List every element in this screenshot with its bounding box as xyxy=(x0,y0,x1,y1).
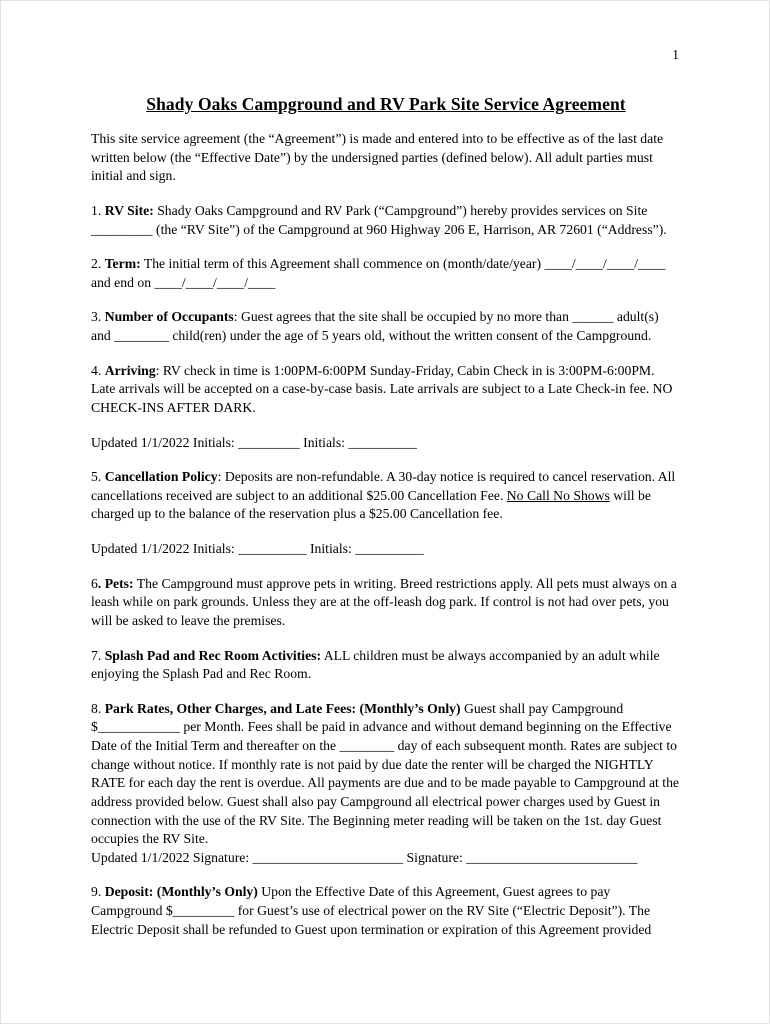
paragraph xyxy=(91,647,681,684)
text-run: 9. xyxy=(91,884,105,900)
document-content xyxy=(1,1,769,939)
bold-text: Cancellation Policy xyxy=(104,469,218,485)
text-run: will be charged up to the balance of the reservation plus a $25.00 Cancellation fee. xyxy=(91,487,651,522)
paragraph xyxy=(91,883,681,939)
text-run: 4. xyxy=(91,362,105,378)
paragraph xyxy=(91,255,681,292)
paragraph xyxy=(91,308,681,345)
paragraph xyxy=(91,202,681,239)
text-run: 5. xyxy=(91,469,105,485)
bold-text: Splash Pad and Rec Room Activities: xyxy=(104,647,322,663)
text-run: 6 xyxy=(91,575,98,591)
text-run: 3. xyxy=(91,309,105,325)
text-run: Upon the Effective Date of this Agreement, Guest agrees to pay Campground $_________ for Guest’s use of electrical power on the RV Site (“Electric Deposit”). The Electric Deposit shall be refunded to Guest upon termination or expiration of this Agreement provided xyxy=(91,884,652,937)
text-run: Updated 1/1/2022 Initials: _________ Initials: __________ xyxy=(91,434,417,450)
page-number: 1 xyxy=(672,47,679,62)
text-run: : Deposits are non-refundable. A 30-day notice is required to cancel reservation. All cancellations received are subject to an additional $25.00 Cancellation Fee. xyxy=(91,469,676,503)
paragraph xyxy=(91,700,681,868)
paragraph xyxy=(91,434,681,453)
text-run: : RV check in time is 1:00PM-6:00PM Sunday-Friday, Cabin Check in is 3:00PM-6:00PM. Late arrivals will be accepted on a case-by-case basis. Late arrivals are subject to a Late Check-in fee. NO CHECK-INS AFTER DARK. xyxy=(91,362,673,415)
bold-text: Park Rates, Other Charges, and Late Fees: (Monthly’s Only) xyxy=(104,700,461,716)
paragraph xyxy=(91,362,681,418)
text-run: 2. xyxy=(91,256,105,272)
bold-text: RV Site: xyxy=(104,202,154,218)
text-run: Updated 1/1/2022 Initials: __________ Initials: __________ xyxy=(91,541,424,556)
bold-text: Arriving xyxy=(104,362,156,378)
paragraph xyxy=(91,540,681,559)
text-run: 7. xyxy=(91,647,105,663)
paragraph xyxy=(91,468,681,524)
text-run: The initial term of this Agreement shall commence on (month/date/year) ____/____/____/____ and end on ____/____/____/____ xyxy=(91,256,666,290)
text-run: 1. xyxy=(91,202,105,218)
text-run: : Guest agrees that the site shall be occupied by no more than ______ adult(s) and ________ child(ren) under the age of 5 years old, without the written consent of the Campground. xyxy=(91,309,659,343)
underlined-text: No Call No Shows xyxy=(506,487,610,503)
text-run: Guest shall pay Campground $____________ per Month. Fees shall be paid in advance and without demand beginning on the Effective Date of the Initial Term and thereafter on the ________ day of each subsequent month. Rates are subject to change without notice. If monthly rate is not paid by due date the renter will be charged the NIGHTLY RATE for each day the rent is overdue. All payments are due and to be made payable to Campground at the address provided below. Guest shall also pay Campground all electrical power charges used by Guest in connection with the use of the RV Site. The Beginning meter reading will be taken on the 1st. day Guest occupies the RV Site. xyxy=(91,700,679,847)
paragraph xyxy=(91,575,681,631)
bold-text: . Pets: xyxy=(97,575,134,591)
bold-text: Term: xyxy=(104,256,141,272)
text-run: ALL children must be always accompanied by an adult while enjoying the Splash Pad and Rec Room. xyxy=(91,647,660,682)
document-body xyxy=(91,130,681,939)
text-run: Updated 1/1/2022 Signature: ______________________ Signature: _________________________ xyxy=(91,849,638,865)
text-run: The Campground must approve pets in writing. Breed restrictions apply. All pets must always on a leash while on park grounds. Unless they are at the off-leash dog park. If control is not had over pets, you will be asked to leave the premises. xyxy=(91,575,677,628)
text-run: This site service agreement (the “Agreement”) is made and entered into to be effective as of the last date written below (the “Effective Date”) by the undersigned parties (defined below). All adult parties must initial and sign. xyxy=(91,131,664,184)
text-run: 8. xyxy=(91,700,105,716)
bold-text: Number of Occupants xyxy=(104,309,234,325)
text-run: Shady Oaks Campground and RV Park (“Campground”) hereby provides services on Site _________ (the “RV Site”) of the Campground at 960 Highway 206 E, Harrison, AR 72601 (“Address”). xyxy=(91,202,667,237)
paragraph xyxy=(91,130,681,186)
bold-text: Deposit: (Monthly’s Only) xyxy=(104,884,258,900)
document-title: Shady Oaks Campground and RV Park Site Service Agreement xyxy=(146,94,626,114)
